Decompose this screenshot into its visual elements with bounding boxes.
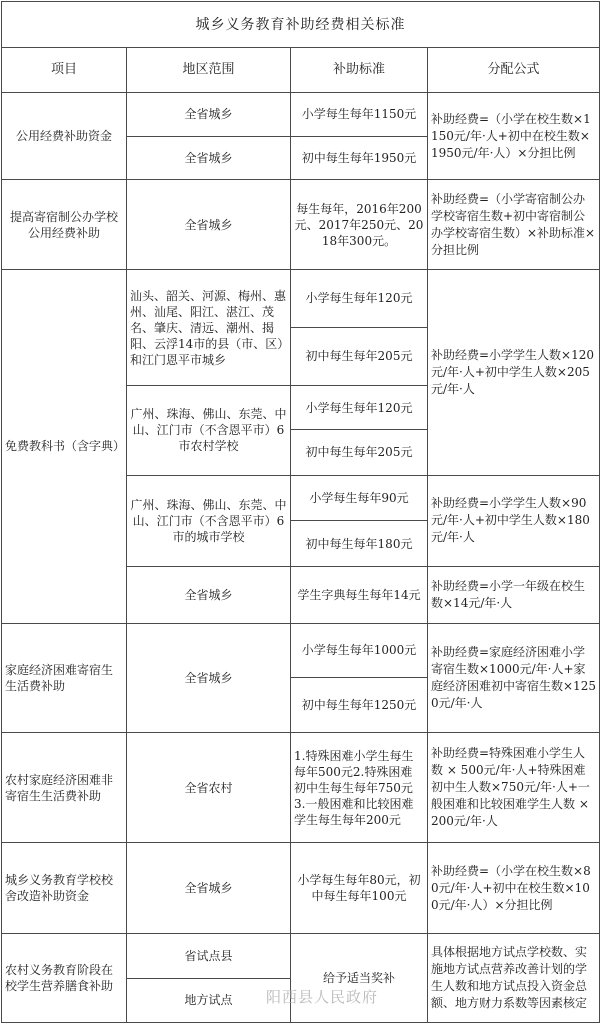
region-cell: 地方试点 — [127, 978, 291, 1022]
formula-cell: 补助经费=（小学寄宿制公办学校寄宿生数+初中寄宿制公办学校寄宿生数）×补助标准×分担比例 — [428, 180, 600, 270]
item-textbooks: 免费教科书（含字典） — [2, 270, 127, 624]
region-cell: 省试点县 — [127, 934, 291, 978]
item-rural-non-boarding: 农村家庭经济困难非寄宿生生活费补助 — [2, 732, 127, 843]
formula-cell: 补助经费=小学一年级在校生数×14元/年·人 — [428, 567, 600, 623]
standard-cell: 初中每生每年1250元 — [291, 678, 428, 732]
formula-cell: 补助经费=（小学在校生数×80元/年·人+初中在校生数×100元/年·人）×分担比例 — [428, 843, 600, 934]
standard-cell: 初中每生每年1950元 — [291, 137, 428, 180]
table-row — [2, 934, 600, 978]
header-formula: 分配公式 — [428, 48, 600, 92]
standard-cell: 小学每生每年1150元 — [291, 92, 428, 136]
standard-cell: 小学每生每年120元 — [291, 270, 428, 327]
region-cell: 全省城乡 — [127, 137, 291, 180]
standard-cell: 初中每生每年205元 — [291, 430, 428, 475]
table-title: 城乡义务教育补助经费相关标准 — [2, 2, 600, 48]
header-region: 地区范围 — [127, 48, 291, 92]
item-nutrition: 农村义务教育阶段在校学生营养膳食补助 — [2, 934, 127, 1023]
standard-cell: 小学每生每年1000元 — [291, 623, 428, 677]
standard-cell: 每生每年，2016年200元、2017年250元、2018年300元。 — [291, 180, 428, 270]
region-cell: 全省城乡 — [127, 567, 291, 623]
formula-cell: 具体根据地方试点学校数、实施地方试点营养改善计划的学生人数和地方试点投入资金总额、地方财力系数等因素核定 — [428, 934, 600, 1023]
table-row — [2, 270, 600, 327]
region-cell: 广州、珠海、佛山、东莞、中山、江门市（不含恩平市）6市农村学校 — [127, 385, 291, 475]
item-public-funds: 公用经费补助资金 — [2, 92, 127, 180]
standard-cell: 小学每生每年80元，初中每生每年100元 — [291, 843, 428, 934]
standard-cell: 给予适当奖补 — [291, 934, 428, 1023]
standard-cell: 小学每生每年120元 — [291, 385, 428, 429]
standard-cell: 初中每生每年205元 — [291, 327, 428, 385]
region-cell: 全省城乡 — [127, 92, 291, 136]
header-item: 项目 — [2, 48, 127, 92]
region-cell: 全省农村 — [127, 732, 291, 843]
table-row — [2, 732, 600, 843]
table-row — [2, 623, 600, 677]
region-cell: 全省城乡 — [127, 843, 291, 934]
item-boarding-public: 提高寄宿制公办学校公用经费补助 — [2, 180, 127, 270]
formula-cell: 补助经费=小学学生人数×120元/年·人+初中学生人数×205元/年·人 — [428, 270, 600, 476]
table-row — [2, 92, 600, 136]
formula-cell: 补助经费=小学学生人数×90元/年·人+初中学生人数×180元/年·人 — [428, 475, 600, 567]
item-renovation: 城乡义务教育学校校舍改造补助资金 — [2, 843, 127, 934]
formula-cell: 补助经费=家庭经济困难小学寄宿生数×1000元/年·人+家庭经济困难初中寄宿生数×1250元/年·人 — [428, 623, 600, 732]
watermark: 阳西县人民政府 — [266, 988, 379, 1006]
region-cell: 汕头、韶关、河源、梅州、惠州、汕尾、阳江、湛江、茂名、肇庆、清远、潮州、揭阳、云浮14市的县（市、区）和江门恩平市城乡 — [127, 270, 291, 386]
standard-cell: 初中每生每年180元 — [291, 520, 428, 566]
region-cell: 广州、珠海、佛山、东莞、中山、江门市（不含恩平市）6市的城市学校 — [127, 475, 291, 567]
table-row — [2, 180, 600, 270]
standard-cell: 小学每生每年90元 — [291, 475, 428, 520]
table-row — [2, 843, 600, 934]
standard-cell: 学生字典每生每年14元 — [291, 567, 428, 623]
formula-cell: 补助经费=特殊困难小学生人数 × 500元/年·人+特殊困难初中生人数×750元/年·人+一般困难和比较困难学生人数 ×200元/年·人 — [428, 732, 600, 843]
subsidy-standards-table — [1, 1, 600, 1023]
region-cell: 全省城乡 — [127, 623, 291, 732]
header-standard: 补助标准 — [291, 48, 428, 92]
title-row — [2, 2, 600, 48]
item-boarding-living: 家庭经济困难寄宿生生活费补助 — [2, 623, 127, 732]
region-cell: 全省城乡 — [127, 180, 291, 270]
standard-cell: 1.特殊困难小学生每生每年500元2.特殊困难初中生每生每年750元3.一般困难和比较困难学生每生每年200元 — [291, 732, 428, 843]
formula-cell: 补助经费=（小学在校生数×1150元/年·人+初中在校生数×1950元/年·人）×分担比例 — [428, 92, 600, 180]
header-row — [2, 48, 600, 92]
